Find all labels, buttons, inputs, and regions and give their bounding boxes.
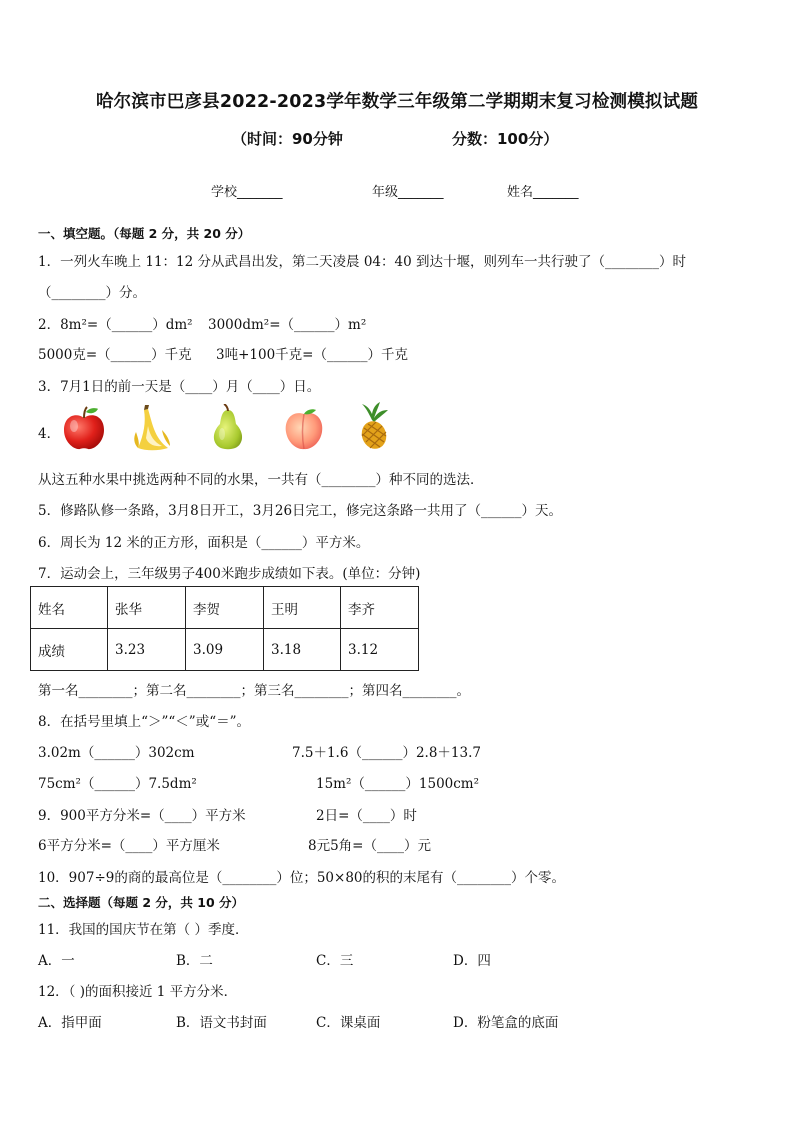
time-label: （时间：90分钟: [232, 130, 343, 148]
question-11-option-b: B．二: [176, 953, 213, 969]
question-11-option-d: D．四: [453, 953, 491, 969]
question-9-b1: 6平方分米=（____）平方厘米: [38, 838, 220, 854]
table-row: [31, 629, 419, 671]
table-cell: 3.18: [264, 629, 341, 671]
question-8-a2: 7.5＋1.6（______）2.8＋13.7: [292, 745, 481, 761]
question-7: 7．运动会上，三年级男子400米跑步成绩如下表。(单位：分钟): [38, 566, 421, 582]
table-row: [31, 587, 419, 629]
score-table: [30, 586, 419, 671]
question-12-option-b: B．语文书封面: [176, 1015, 267, 1031]
question-9-a2: 2日=（____）时: [316, 808, 417, 824]
peach-icon: [280, 404, 328, 452]
section-fill-heading: 一、填空题。（每题 2 分，共 20 分）: [38, 226, 251, 241]
question-11: 11．我国的国庆节在第（ ）季度．: [38, 922, 249, 938]
table-cell: 王明: [264, 587, 341, 629]
question-2-b2: 3吨+100千克=（______）千克: [216, 347, 408, 363]
question-9-b2: 8元5角=（____）元: [308, 838, 431, 854]
question-4-number: 4．: [38, 426, 61, 442]
question-8-b2: 15m²（______）1500cm²: [316, 776, 480, 792]
question-4-text: 从这五种水果中挑选两种不同的水果，一共有（________）种不同的选法．: [38, 472, 484, 488]
question-12: 12．（ )的面积接近 1 平方分米．: [38, 984, 238, 1000]
question-12-option-c: C．课桌面: [316, 1015, 381, 1031]
question-7-ranking: 第一名________；第二名________；第三名________；第四名________。: [38, 683, 470, 699]
table-cell: 3.09: [186, 629, 264, 671]
table-cell: 姓名: [31, 587, 108, 629]
pear-icon: [204, 404, 252, 452]
score-label: 分数：100分）: [452, 130, 559, 148]
section-choice-heading: 二、选择题（每题 2 分，共 10 分）: [38, 895, 245, 910]
table-cell: 李贺: [186, 587, 264, 629]
question-2-a1: 2．8m²=（______）dm²: [38, 317, 193, 333]
apple-icon: [60, 404, 108, 452]
table-cell: 成绩: [31, 629, 108, 671]
page-title: 哈尔滨市巴彦县2022-2023学年数学三年级第二学期期末复习检测模拟试题: [95, 92, 699, 112]
question-1-line-b: （________）分。: [38, 285, 146, 301]
question-12-option-a: A．指甲面: [38, 1015, 102, 1031]
question-10: 10．907÷9的商的最高位是（________）位；50×80的积的末尾有（________）个零。: [38, 870, 566, 886]
table-cell: 李齐: [341, 587, 419, 629]
grade-field: 年级_______: [372, 185, 444, 200]
question-11-option-c: C．三: [316, 953, 354, 969]
question-8-a1: 3.02m（______）302cm: [38, 745, 195, 761]
question-8-b1: 75cm²（______）7.5dm²: [38, 776, 197, 792]
question-12-option-d: D．粉笔盒的底面: [453, 1015, 559, 1031]
question-5: 5．修路队修一条路，3月8日开工，3月26日完工，修完这条路一共用了（______）天。: [38, 503, 563, 519]
name-field: 姓名_______: [507, 185, 579, 200]
question-2-b1: 5000克=（______）千克: [38, 347, 192, 363]
question-9-a1: 9．900平方分米=（____）平方米: [38, 808, 246, 824]
question-3: 3．7月1日的前一天是（____）月（____）日。: [38, 379, 321, 395]
table-cell: 3.12: [341, 629, 419, 671]
pineapple-icon: [348, 402, 396, 450]
school-field: 学校_______: [211, 185, 283, 200]
table-cell: 3.23: [108, 629, 186, 671]
question-11-option-a: A．一: [38, 953, 75, 969]
question-2-a2: 3000dm²=（______）m²: [208, 317, 367, 333]
table-cell: 张华: [108, 587, 186, 629]
question-8: 8．在括号里填上“＞”“＜”或“＝”。: [38, 714, 250, 730]
banana-icon: [128, 404, 176, 452]
question-1-line-a: 1．一列火车晚上 11：12 分从武昌出发，第二天凌晨 04：40 到达十堰，则列车一共行驶了（________）时: [38, 254, 686, 270]
question-6: 6．周长为 12 米的正方形，面积是（______）平方米。: [38, 535, 370, 551]
